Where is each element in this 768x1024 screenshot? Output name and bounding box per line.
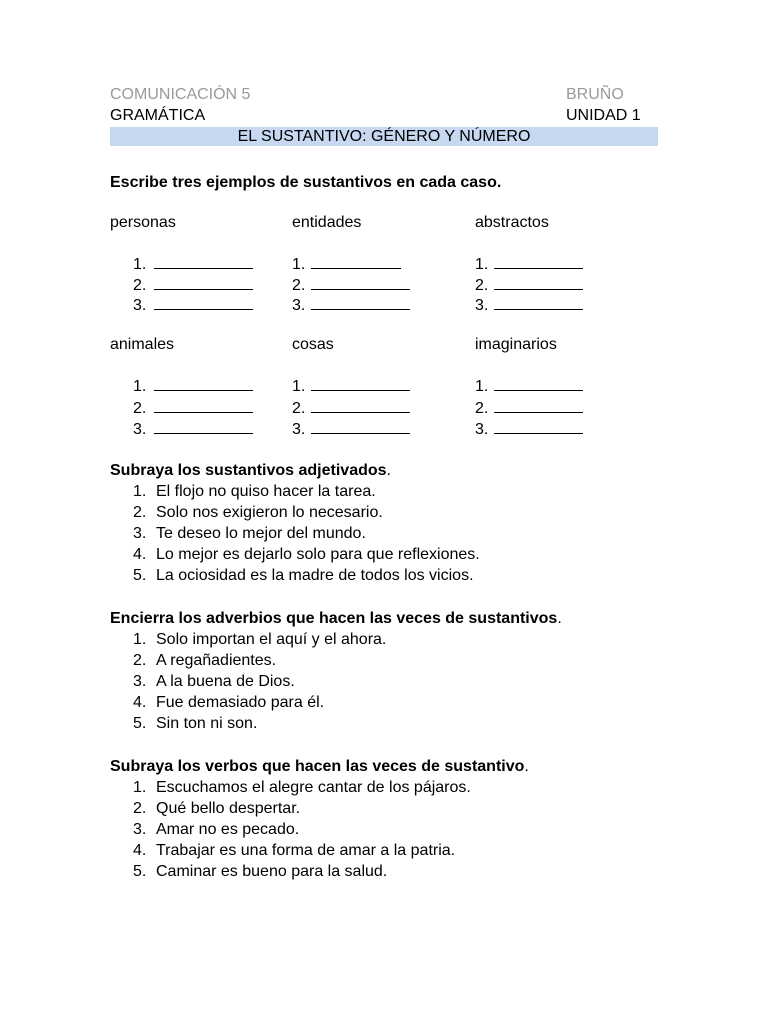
blank-line[interactable] [475, 295, 583, 316]
blank-number: 2. [475, 276, 489, 294]
category-label: entidades [292, 214, 362, 231]
exercise4-instruction: Subraya los verbos que hacen las veces de sustantivo [110, 758, 525, 775]
category-abstractos [475, 212, 583, 316]
exercise1-instruction: Escribe tres ejemplos de sustantivos en cada caso. [110, 174, 502, 191]
blank-line[interactable] [475, 254, 583, 275]
blank-line[interactable] [110, 376, 253, 398]
blank-line[interactable] [475, 419, 583, 441]
answer-blank[interactable] [311, 295, 410, 310]
list-item [110, 861, 658, 882]
list-item [110, 544, 658, 565]
exercise4-heading [110, 756, 658, 777]
category-imaginarios [475, 334, 583, 441]
exercise3-punct: . [557, 610, 562, 627]
answer-blank[interactable] [154, 376, 253, 391]
blank-number: 3. [475, 421, 489, 438]
item-text: La ociosidad es la madre de todos los vicios. [156, 567, 474, 584]
exercise4-section [110, 756, 658, 882]
item-number: 4. [133, 694, 147, 711]
blank-number: 3. [292, 297, 306, 314]
answer-blank[interactable] [154, 275, 253, 290]
category-cosas [292, 334, 410, 441]
list-item [110, 502, 658, 523]
header-row-2 [110, 105, 658, 126]
list-item [110, 819, 658, 840]
blank-line[interactable] [110, 275, 253, 296]
blank-number: 2. [133, 399, 147, 417]
list-item [110, 481, 658, 502]
blank-line[interactable] [110, 295, 253, 316]
area-label: GRAMÁTICA [110, 107, 206, 124]
answer-blank[interactable] [311, 376, 410, 391]
list-item [110, 671, 658, 692]
item-text: Amar no es pecado. [156, 821, 300, 838]
exercise2-heading [110, 460, 658, 481]
item-text: Lo mejor es dejarlo solo para que reflexiones. [156, 546, 480, 563]
header-row-1 [110, 84, 658, 105]
list-item [110, 840, 658, 861]
blank-number: 3. [133, 297, 147, 314]
item-number: 1. [133, 631, 147, 648]
item-number: 5. [133, 715, 147, 732]
item-number: 2. [133, 800, 147, 817]
item-number: 4. [133, 546, 147, 563]
item-number: 5. [133, 863, 147, 880]
blank-line[interactable] [475, 398, 583, 420]
blank-number: 1. [292, 256, 306, 273]
item-number: 3. [133, 673, 147, 690]
blank-line[interactable] [110, 419, 253, 441]
item-text: Solo nos exigieron lo necesario. [156, 504, 383, 521]
page-title: EL SUSTANTIVO: GÉNERO Y NÚMERO [110, 127, 658, 146]
list-item [110, 629, 658, 650]
blank-line[interactable] [292, 295, 410, 316]
list-item [110, 523, 658, 544]
blank-number: 3. [292, 421, 306, 438]
blank-number: 3. [133, 421, 147, 438]
answer-blank[interactable] [311, 419, 410, 434]
subject-label: COMUNICACIÓN 5 [110, 86, 251, 103]
item-number: 1. [133, 483, 147, 500]
blank-line[interactable] [292, 254, 410, 275]
blank-line[interactable] [110, 398, 253, 420]
blank-line[interactable] [292, 376, 410, 398]
answer-blank[interactable] [494, 398, 583, 413]
item-number: 3. [133, 525, 147, 542]
list-item [110, 565, 658, 586]
answer-blank[interactable] [154, 419, 253, 434]
item-number: 2. [133, 652, 147, 669]
category-entidades [292, 212, 410, 316]
item-text: Fue demasiado para él. [156, 694, 325, 711]
blank-number: 1. [133, 378, 147, 395]
item-text: Escuchamos el alegre cantar de los pájaros. [156, 779, 471, 796]
blank-number: 3. [475, 297, 489, 314]
answer-blank[interactable] [494, 275, 583, 290]
item-text: A la buena de Dios. [156, 673, 295, 690]
answer-blank[interactable] [494, 419, 583, 434]
item-text: Qué bello despertar. [156, 800, 301, 817]
item-text: Sin ton ni son. [156, 715, 258, 732]
list-item [110, 713, 658, 734]
category-label: animales [110, 336, 175, 353]
item-number: 5. [133, 567, 147, 584]
exercise3-instruction: Encierra los adverbios que hacen las veces de sustantivos [110, 610, 558, 627]
blank-number: 2. [292, 399, 306, 417]
exercise3-section [110, 608, 658, 734]
item-text: Caminar es bueno para la salud. [156, 863, 388, 880]
worksheet-page [110, 84, 658, 880]
list-item [110, 692, 658, 713]
unit-label: UNIDAD 1 [566, 107, 641, 124]
category-label: cosas [292, 336, 334, 353]
answer-blank[interactable] [494, 295, 583, 310]
answer-blank[interactable] [154, 295, 253, 310]
list-item [110, 777, 658, 798]
exercise3-heading [110, 608, 658, 629]
answer-blank[interactable] [154, 398, 253, 413]
answer-blank[interactable] [311, 254, 401, 269]
blank-number: 1. [133, 256, 147, 273]
category-personas [110, 212, 253, 316]
list-item [110, 798, 658, 819]
exercise4-list [110, 777, 658, 882]
answer-blank[interactable] [311, 398, 410, 413]
blank-number: 1. [475, 378, 489, 395]
blank-line[interactable] [292, 398, 410, 420]
blank-line[interactable] [292, 419, 410, 441]
blank-number: 2. [133, 276, 147, 294]
item-text: Solo importan el aquí y el ahora. [156, 631, 387, 648]
item-number: 2. [133, 504, 147, 521]
list-item [110, 650, 658, 671]
publisher-label: BRUÑO [566, 86, 624, 103]
item-number: 4. [133, 842, 147, 859]
item-number: 1. [133, 779, 147, 796]
blank-line[interactable] [110, 254, 253, 275]
exercise2-instruction: Subraya los sustantivos adjetivados [110, 462, 387, 479]
exercise2-punct: . [386, 462, 391, 479]
answer-blank[interactable] [311, 275, 410, 290]
item-text: A regañadientes. [156, 652, 277, 669]
blank-line[interactable] [475, 275, 583, 296]
blank-number: 2. [475, 399, 489, 417]
category-animales [110, 334, 253, 441]
category-label: abstractos [475, 214, 549, 231]
blank-number: 2. [292, 276, 306, 294]
category-label: imaginarios [475, 336, 557, 353]
blank-line[interactable] [475, 376, 583, 398]
item-text: Trabajar es una forma de amar a la patria. [156, 842, 456, 859]
answer-blank[interactable] [154, 254, 253, 269]
exercise2-section [110, 460, 658, 586]
item-number: 3. [133, 821, 147, 838]
blank-number: 1. [475, 256, 489, 273]
item-text: El flojo no quiso hacer la tarea. [156, 483, 376, 500]
answer-blank[interactable] [494, 254, 583, 269]
blank-number: 1. [292, 378, 306, 395]
item-text: Te deseo lo mejor del mundo. [156, 525, 366, 542]
exercise4-punct: . [524, 758, 529, 775]
blank-line[interactable] [292, 275, 410, 296]
category-label: personas [110, 214, 176, 231]
answer-blank[interactable] [494, 376, 583, 391]
exercise3-list [110, 629, 658, 734]
exercise2-list [110, 481, 658, 586]
